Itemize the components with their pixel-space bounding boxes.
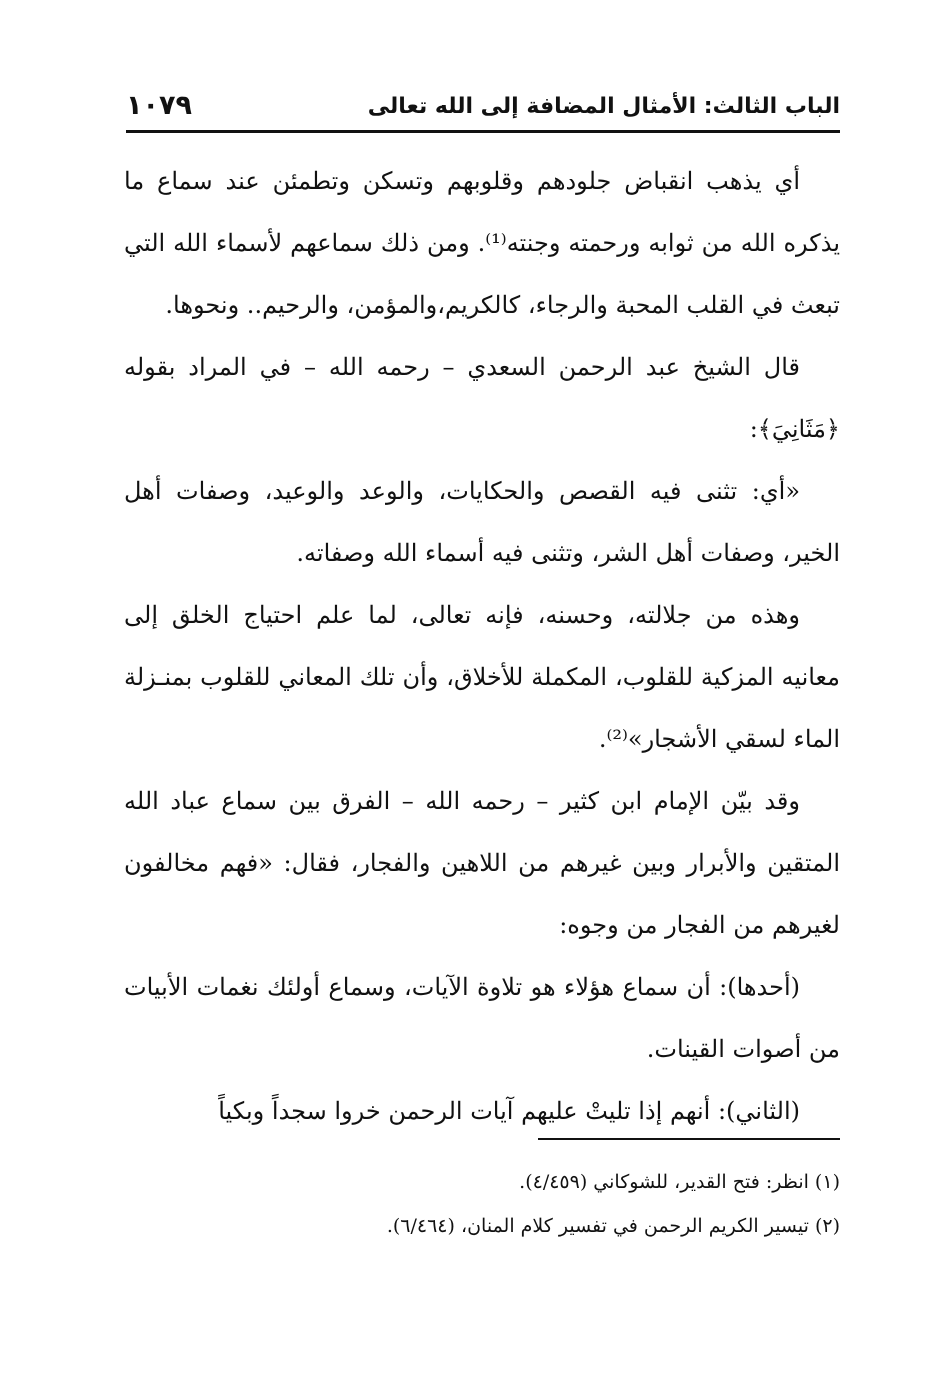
main-text	[124, 150, 840, 1142]
chapter-title: الباب الثالث: الأمثال المضافة إلى الله تعالى	[367, 94, 840, 119]
paragraph-6: (أحدها): أن سماع هؤلاء هو تلاوة الآيات، وسماع أولئك نغمات الأبيات من أصوات القينات.	[124, 973, 840, 1063]
paragraph-4: وهذه من جلالته، وحسنه، فإنه تعالى، لما علم احتياج الخلق إلى معانيه المزكية للقلوب، المكملة للأخلاق، وأن تلك المعاني للقلوب بمنـزلة الماء لسقي الأشجار»⁽²⁾.	[124, 601, 840, 753]
footnote-2: (٢) تيسير الكريم الرحمن في تفسير كلام المنان، (٦/٤٦٤).	[386, 1215, 840, 1237]
running-header	[126, 88, 840, 128]
header-rule	[126, 130, 840, 133]
footnote-1: (١) انظر: فتح القدير، للشوكاني (٤/٤٥٩).	[519, 1171, 840, 1193]
footnote-rule	[538, 1138, 840, 1140]
page-number: ١٠٧٩	[126, 90, 192, 121]
footnotes	[124, 1160, 840, 1248]
paragraph-5: وقد بيّن الإمام ابن كثير – رحمه الله – الفرق بين سماع عباد الله المتقين والأبرار وبين غيرهم من اللاهين والفجار، فقال: «فهم مخالفون لغيرهم من الفجار من وجوه:	[124, 787, 840, 939]
paragraph-7: (الثاني): أنهم إذا تليتْ عليهم آيات الرحمن خروا سجداً وبكياً	[218, 1097, 800, 1125]
paragraph-1: أي يذهب انقباض جلودهم وقلوبهم وتسكن وتطمئن عند سماع ما يذكره الله من ثوابه ورحمته وجنته⁽¹⁾. ومن ذلك سماعهم لأسماء الله التي تبعث في القلب المحبة والرجاء، كالكريم،والمؤمن، والرحيم.. ونحوها.	[124, 167, 840, 319]
paragraph-3-quote: «أي: تثنى فيه القصص والحكايات، والوعد والوعيد، وصفات أهل الخير، وصفات أهل الشر، وتثنى فيه أسماء الله وصفاته.	[124, 477, 840, 567]
paragraph-2: قال الشيخ عبد الرحمن السعدي – رحمه الله – في المراد بقوله ﴿مَثَانِيَ﴾:	[124, 353, 840, 443]
